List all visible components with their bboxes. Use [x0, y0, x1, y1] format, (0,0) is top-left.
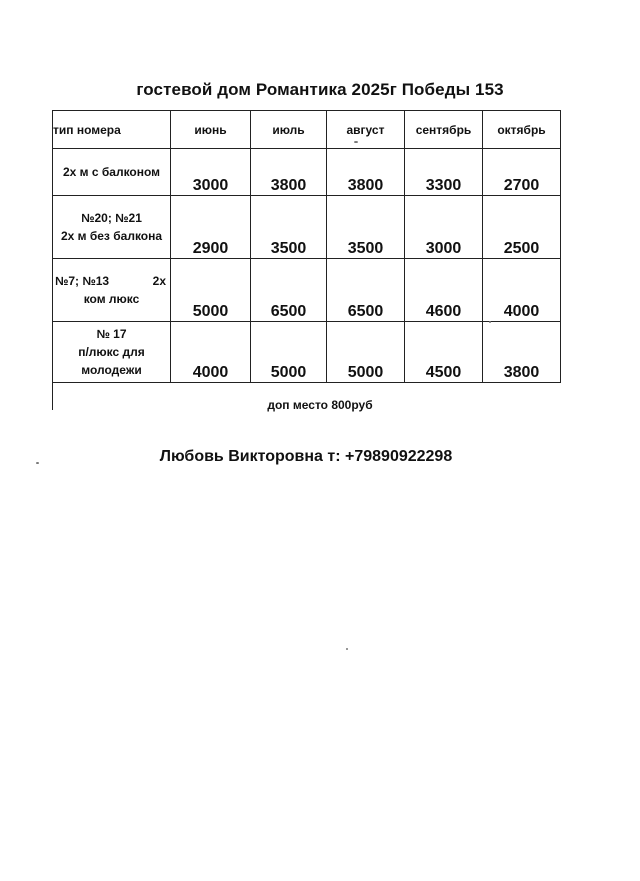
contact-line: Любовь Викторовна т: +79890922298 — [159, 448, 453, 465]
room-type-line: п/люкс для — [78, 345, 145, 359]
header-room-type: тип номера — [53, 111, 171, 149]
price-cell: 3800 — [251, 149, 327, 196]
price-table — [52, 110, 561, 383]
price-cell: 5000 — [327, 322, 405, 383]
price-cell: 6500 — [327, 259, 405, 322]
table-row — [53, 196, 561, 259]
header-month-october: октябрь — [483, 111, 561, 149]
price-cell: 3000 — [171, 149, 251, 196]
price-cell: 3500 — [327, 196, 405, 259]
table-row — [53, 259, 561, 322]
room-type-line: 2х м с балконом — [62, 165, 161, 179]
price-cell: 4000 — [483, 259, 561, 322]
price-cell: 2900 — [171, 196, 251, 259]
table-header-row — [53, 111, 561, 149]
room-type-line: № 17 — [96, 327, 127, 341]
header-month-august: август — [327, 111, 405, 149]
price-cell: 4000 — [171, 322, 251, 383]
room-type-line — [53, 272, 170, 290]
price-cell: 3800 — [327, 149, 405, 196]
scan-speck — [354, 141, 358, 143]
room-type-cell — [53, 149, 171, 196]
price-cell: 3000 — [405, 196, 483, 259]
table-row — [53, 322, 561, 383]
price-cell: 3300 — [405, 149, 483, 196]
header-month-september: сентябрь — [405, 111, 483, 149]
document-title: гостевой дом Романтика 2025г Победы 153 — [136, 80, 504, 99]
room-type-cell — [53, 196, 171, 259]
room-numbers: №7; №13 — [55, 274, 110, 288]
scan-speck — [36, 462, 39, 464]
price-cell: 5000 — [171, 259, 251, 322]
room-type-cell — [53, 259, 171, 322]
price-cell: 5000 — [251, 322, 327, 383]
room-type-line: ком люкс — [83, 292, 140, 306]
table-row — [53, 149, 561, 196]
scan-speck — [489, 321, 491, 323]
price-cell: 6500 — [251, 259, 327, 322]
room-capacity: 2х — [152, 274, 166, 288]
price-cell: 4500 — [405, 322, 483, 383]
price-cell: 2500 — [483, 196, 561, 259]
price-cell: 4600 — [405, 259, 483, 322]
price-cell: 3500 — [251, 196, 327, 259]
price-cell: 3800 — [483, 322, 561, 383]
room-type-line: №20; №21 — [81, 211, 142, 225]
price-cell: 2700 — [483, 149, 561, 196]
extra-place-note: доп место 800руб — [267, 398, 373, 412]
room-type-line: 2х м без балкона — [60, 229, 163, 243]
room-type-cell — [53, 322, 171, 383]
header-month-july: июль — [251, 111, 327, 149]
room-type-line: молодежи — [81, 363, 142, 377]
scan-speck — [346, 648, 348, 650]
header-month-june: июнь — [171, 111, 251, 149]
